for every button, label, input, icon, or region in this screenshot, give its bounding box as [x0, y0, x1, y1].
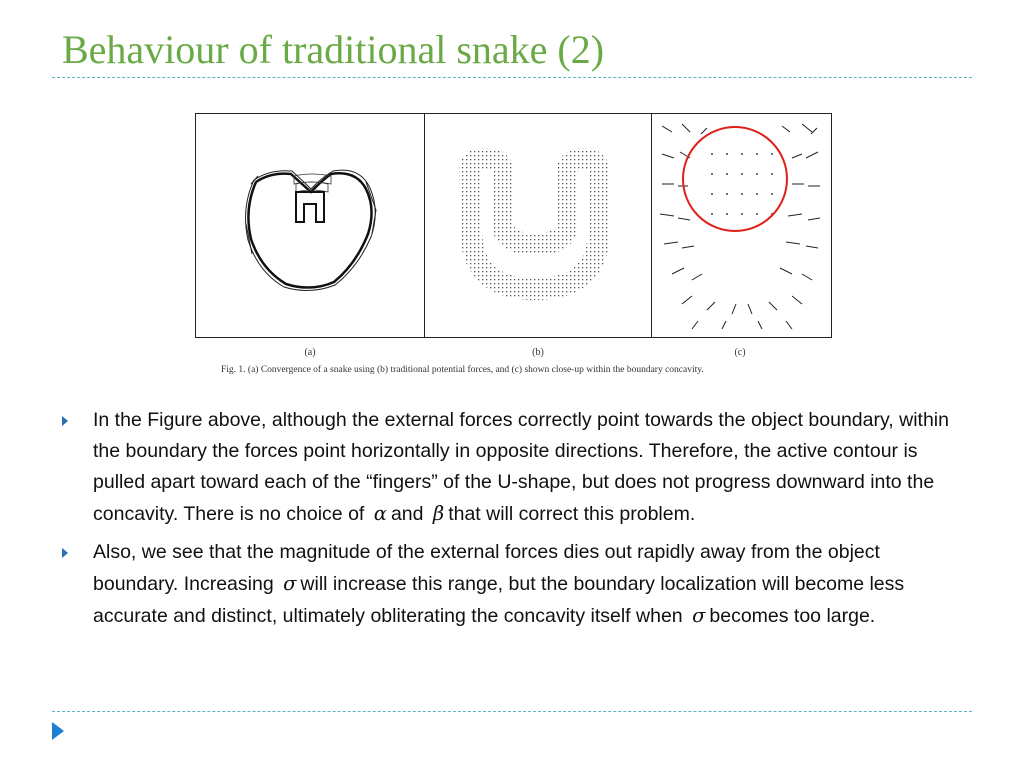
sigma-symbol: σ [692, 604, 706, 627]
bullet-text: that will correct this problem. [448, 503, 696, 525]
bottom-divider [52, 711, 972, 712]
figure-panel-b [424, 113, 653, 338]
bullet-icon [62, 548, 68, 558]
snake-contour-image [196, 114, 424, 336]
potential-force-field-image [425, 114, 651, 336]
slide-title: Behaviour of traditional snake (2) [62, 27, 605, 72]
next-slide-icon[interactable] [52, 722, 64, 740]
bullet-text: will increase this range, but the boundary localization will become less accurate and distinct, ultimately obliterating the concavity itself when [93, 573, 905, 627]
bullet-text: becomes too large. [709, 605, 876, 627]
force-field-closeup-image [652, 114, 830, 336]
figure-label-c: (c) [734, 347, 746, 358]
figure [195, 113, 835, 383]
bullet-item [62, 405, 967, 530]
figure-caption: Fig. 1. (a) Convergence of a snake using (b) traditional potential forces, and (c) shown close-up within the boundary concavity. [221, 365, 704, 375]
sigma-symbol: σ [283, 572, 297, 595]
beta-symbol: β [432, 502, 445, 525]
bullet-icon [62, 416, 68, 426]
figure-label-b: (b) [532, 347, 544, 358]
figure-label-a: (a) [304, 347, 316, 358]
top-divider [52, 77, 972, 78]
bullet-text: In the Figure above, although the external forces correctly point towards the object boundary, within the boundary the forces point horizontally in opposite directions. Therefore, the active contour is pulled apart toward each of the “fingers” of the U-shape, but does not progress downward into the concavity. There is no choice of [93, 409, 949, 525]
bullet-text: Also, we see that the magnitude of the external forces dies out rapidly away from the object boundary. Increasing [93, 541, 880, 595]
bullet-list [62, 405, 967, 639]
figure-panel-c [651, 113, 832, 338]
alpha-symbol: α [373, 502, 387, 525]
bullet-text: and [390, 503, 424, 525]
highlight-circle [683, 127, 787, 231]
figure-panel-a [195, 113, 426, 338]
bullet-item [62, 537, 967, 632]
